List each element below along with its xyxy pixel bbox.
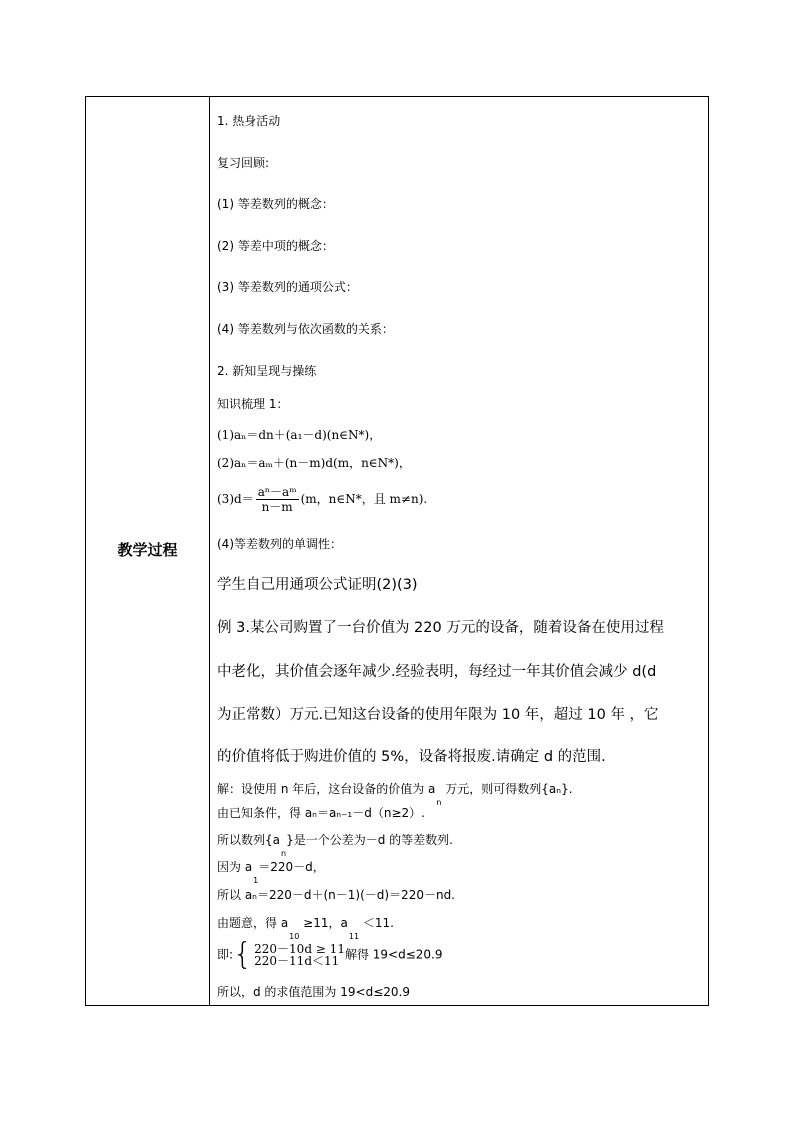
solution-line-6-text: 由题意，得 a: [217, 916, 289, 930]
formula-3-numerator: aⁿ－aᵐ: [257, 485, 297, 499]
solution-line-6-mid: ≥11，a: [299, 916, 348, 930]
review-heading: 复习回顾:: [217, 156, 270, 170]
solution-line-2: 由已知条件，得 aₙ＝aₙ₋₁－d（n≥2）.: [217, 806, 425, 820]
example-3-line-2: 中老化，其价值会逐年减少.经验表明，每经过一年其价值会减少 d(d: [217, 664, 657, 680]
row-label: 教学过程: [117, 541, 178, 559]
solution-line-1-text: 解：设使用 n 年后，这台设备的价值为 a: [217, 782, 436, 796]
review-item-3: (3) 等差数列的通项公式：: [217, 280, 358, 294]
solution-line-6-subscript-2: 11: [348, 932, 360, 941]
solution-line-1-subscript: n: [436, 798, 442, 807]
solution-line-4-text: 因为 a: [217, 860, 253, 874]
solution-line-6-subscript: 10: [289, 932, 300, 941]
warmup-heading: 1. 热身活动: [217, 114, 281, 128]
example-3-line-4: 的价值将低于购进价值的 5%，设备将报废.请确定 d 的范围.: [217, 749, 606, 765]
formula-3-suffix: (m，n∈N*，且 m≠n).: [300, 492, 428, 506]
solution-line-4-subscript: 1: [253, 876, 259, 885]
review-item-2: (2) 等差中项的概念：: [217, 239, 334, 253]
column-divider: [209, 97, 210, 1005]
solution-line-3-end: }是一个公差为－d 的等差数列.: [286, 833, 453, 847]
solution-line-7: [217, 937, 443, 972]
solution-line-5: 所以 aₙ＝220－d＋(n－1)(－d)＝220－nd.: [217, 888, 455, 902]
content-cell: [217, 97, 702, 1005]
solution-line-3-subscript: n: [281, 849, 287, 858]
solution-line-6-end: ＜11.: [359, 916, 394, 930]
solution-line-1: [217, 781, 573, 807]
inequality-2: 220－11d＜11: [254, 954, 340, 968]
solution-line-7-result: 解得 19<d≤20.9: [344, 947, 443, 962]
new-knowledge-heading: 2. 新知呈现与操练: [217, 364, 317, 378]
formula-3-denominator: n－m: [261, 500, 293, 514]
formula-3-prefix: (3)d＝: [217, 492, 254, 506]
lesson-table: [85, 96, 709, 1006]
solution-line-1-end: 万元，则可得数列{aₙ}.: [441, 782, 573, 796]
inequality-1: 220－10d ≥ 11: [254, 942, 345, 956]
monotonicity-item: (4)等差数列的单调性：: [217, 537, 342, 551]
student-proof-note: 学生自己用通项公式证明(2)(3): [217, 577, 418, 593]
solution-line-4-end: ＝220－d，: [258, 860, 325, 874]
solution-line-7-prefix: 即:: [217, 947, 234, 962]
formula-3-fraction: [256, 485, 299, 514]
solution-conclusion: 所以，d 的求值范围为 19<d≤20.9: [217, 985, 410, 999]
formula-1: (1)aₙ＝dn＋(a₁－d)(n∈N*)，: [217, 428, 382, 442]
review-item-4: (4) 等差数列与依次函数的关系：: [217, 322, 394, 336]
system-brace: {: [233, 937, 253, 972]
solution-line-3-text: 所以数列{a: [217, 833, 280, 847]
inequality-system: [254, 943, 345, 967]
knowledge-summary-heading: 知识梳理 1：: [217, 397, 289, 411]
example-3-line-3: 为正常数）万元.已知这台设备的使用年限为 10 年，超过 10 年 ，它: [217, 707, 659, 723]
formula-2: (2)aₙ＝aₘ＋(n－m)d(m，n∈N*)，: [217, 456, 411, 470]
solution-line-4: [217, 859, 325, 885]
solution-line-6: [217, 915, 394, 941]
solution-line-3: [217, 832, 453, 858]
example-3-line-1: 例 3.某公司购置了一台价值为 220 万元的设备，随着设备在使用过程: [217, 620, 664, 636]
formula-3: [217, 485, 427, 514]
review-item-1: (1) 等差数列的概念：: [217, 197, 334, 211]
